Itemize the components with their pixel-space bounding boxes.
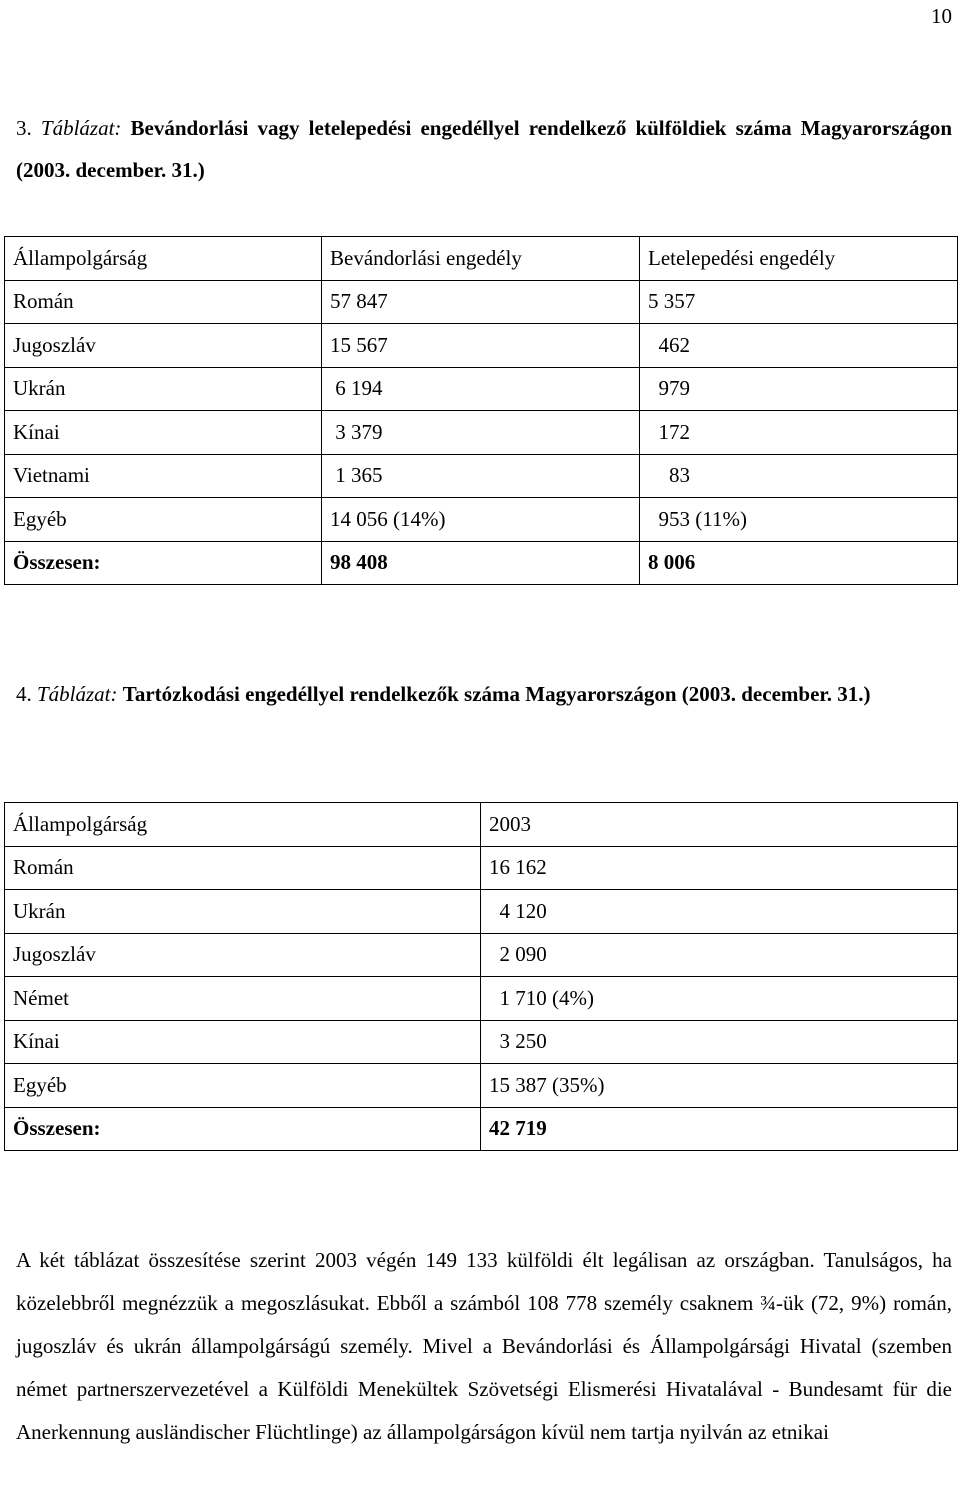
table4 [4, 802, 958, 1151]
table4-caption-number: 4. [16, 682, 32, 706]
table4-caption [16, 673, 952, 715]
table4-header-row [5, 803, 958, 847]
table3-cell: 3 379 [322, 411, 640, 455]
table3-row [5, 324, 958, 368]
table4-header-cell: Állampolgárság [5, 803, 481, 847]
table4-header-cell: 2003 [481, 803, 958, 847]
table4-total-cell: 42 719 [481, 1107, 958, 1151]
table3-cell: 172 [640, 411, 958, 455]
table3-caption-label: Táblázat: [40, 116, 122, 140]
table3-cell: Ukrán [5, 367, 322, 411]
table3-caption-number: 3. [16, 116, 32, 140]
table4-cell: Ukrán [5, 890, 481, 934]
table3-header-row [5, 237, 958, 281]
table3-row [5, 498, 958, 542]
table4-total-row [5, 1107, 958, 1151]
table3-cell: Egyéb [5, 498, 322, 542]
table3-total-cell: 98 408 [322, 541, 640, 585]
table3-cell: 6 194 [322, 367, 640, 411]
table4-cell: 15 387 (35%) [481, 1064, 958, 1108]
table3-header-cell: Letelepedési engedély [640, 237, 958, 281]
table4-row [5, 977, 958, 1021]
body-paragraph: A két táblázat összesítése szerint 2003 végén 149 133 külföldi élt legálisan az országban. Tanulságos, ha közelebbről megnézzük a megoszlásukat. Ebből a számból 108 778 személy csaknem ¾-ük (72, 9%) román, jugoszláv és ukrán állampolgárságú személy. Mivel a Bevándorlási és Állampolgársági Hivatal (szemben német partnerszervezetével a Külföldi Menekültek Szövetségi Elismerési Hivatalával - Bundesamt für die Anerkennung ausländischer Flüchtlinge) az állampolgárságon kívül nem tartja nyilván az etnikai [16, 1248, 952, 1444]
table3-cell: 979 [640, 367, 958, 411]
table3-total-cell: Összesen: [5, 541, 322, 585]
table4-cell: 2 090 [481, 933, 958, 977]
table3-cell: Kínai [5, 411, 322, 455]
table3-row [5, 411, 958, 455]
table4-caption-title: Tartózkodási engedéllyel rendelkezők száma Magyarországon (2003. december. 31.) [122, 682, 871, 706]
table3-caption-title: Bevándorlási vagy letelepedési engedéllyel rendelkező külföldiek száma Magyarországon (2003. december. 31.) [16, 116, 953, 182]
table3-cell: 953 (11%) [640, 498, 958, 542]
page-number: 10 [931, 4, 952, 28]
table3-cell: Vietnami [5, 454, 322, 498]
table3-cell: 5 357 [640, 280, 958, 324]
table4-cell: 16 162 [481, 846, 958, 890]
table3-cell: 14 056 (14%) [322, 498, 640, 542]
table4-cell: 3 250 [481, 1020, 958, 1064]
table4-cell: 4 120 [481, 890, 958, 934]
table4-cell: Egyéb [5, 1064, 481, 1108]
table4-row [5, 933, 958, 977]
table3-cell: 1 365 [322, 454, 640, 498]
table3-cell: 15 567 [322, 324, 640, 368]
table3-header-cell: Állampolgárság [5, 237, 322, 281]
table4-caption-label: Táblázat: [37, 682, 118, 706]
table4-cell: Román [5, 846, 481, 890]
table3-row [5, 280, 958, 324]
table3-total-cell: 8 006 [640, 541, 958, 585]
table4-row [5, 1064, 958, 1108]
table3-cell: 83 [640, 454, 958, 498]
table4-cell: 1 710 (4%) [481, 977, 958, 1021]
table4-row [5, 846, 958, 890]
table3-row [5, 454, 958, 498]
table4-cell: Német [5, 977, 481, 1021]
table4-cell: Jugoszláv [5, 933, 481, 977]
table4-cell: Kínai [5, 1020, 481, 1064]
table3-cell: Jugoszláv [5, 324, 322, 368]
table4-row [5, 1020, 958, 1064]
table3-row [5, 367, 958, 411]
table3-header-cell: Bevándorlási engedély [322, 237, 640, 281]
table3-cell: Román [5, 280, 322, 324]
table4-row [5, 890, 958, 934]
table3-total-row [5, 541, 958, 585]
table4-total-cell: Összesen: [5, 1107, 481, 1151]
table3-caption [16, 107, 952, 191]
table3-cell: 462 [640, 324, 958, 368]
table3-cell: 57 847 [322, 280, 640, 324]
table3 [4, 236, 958, 585]
